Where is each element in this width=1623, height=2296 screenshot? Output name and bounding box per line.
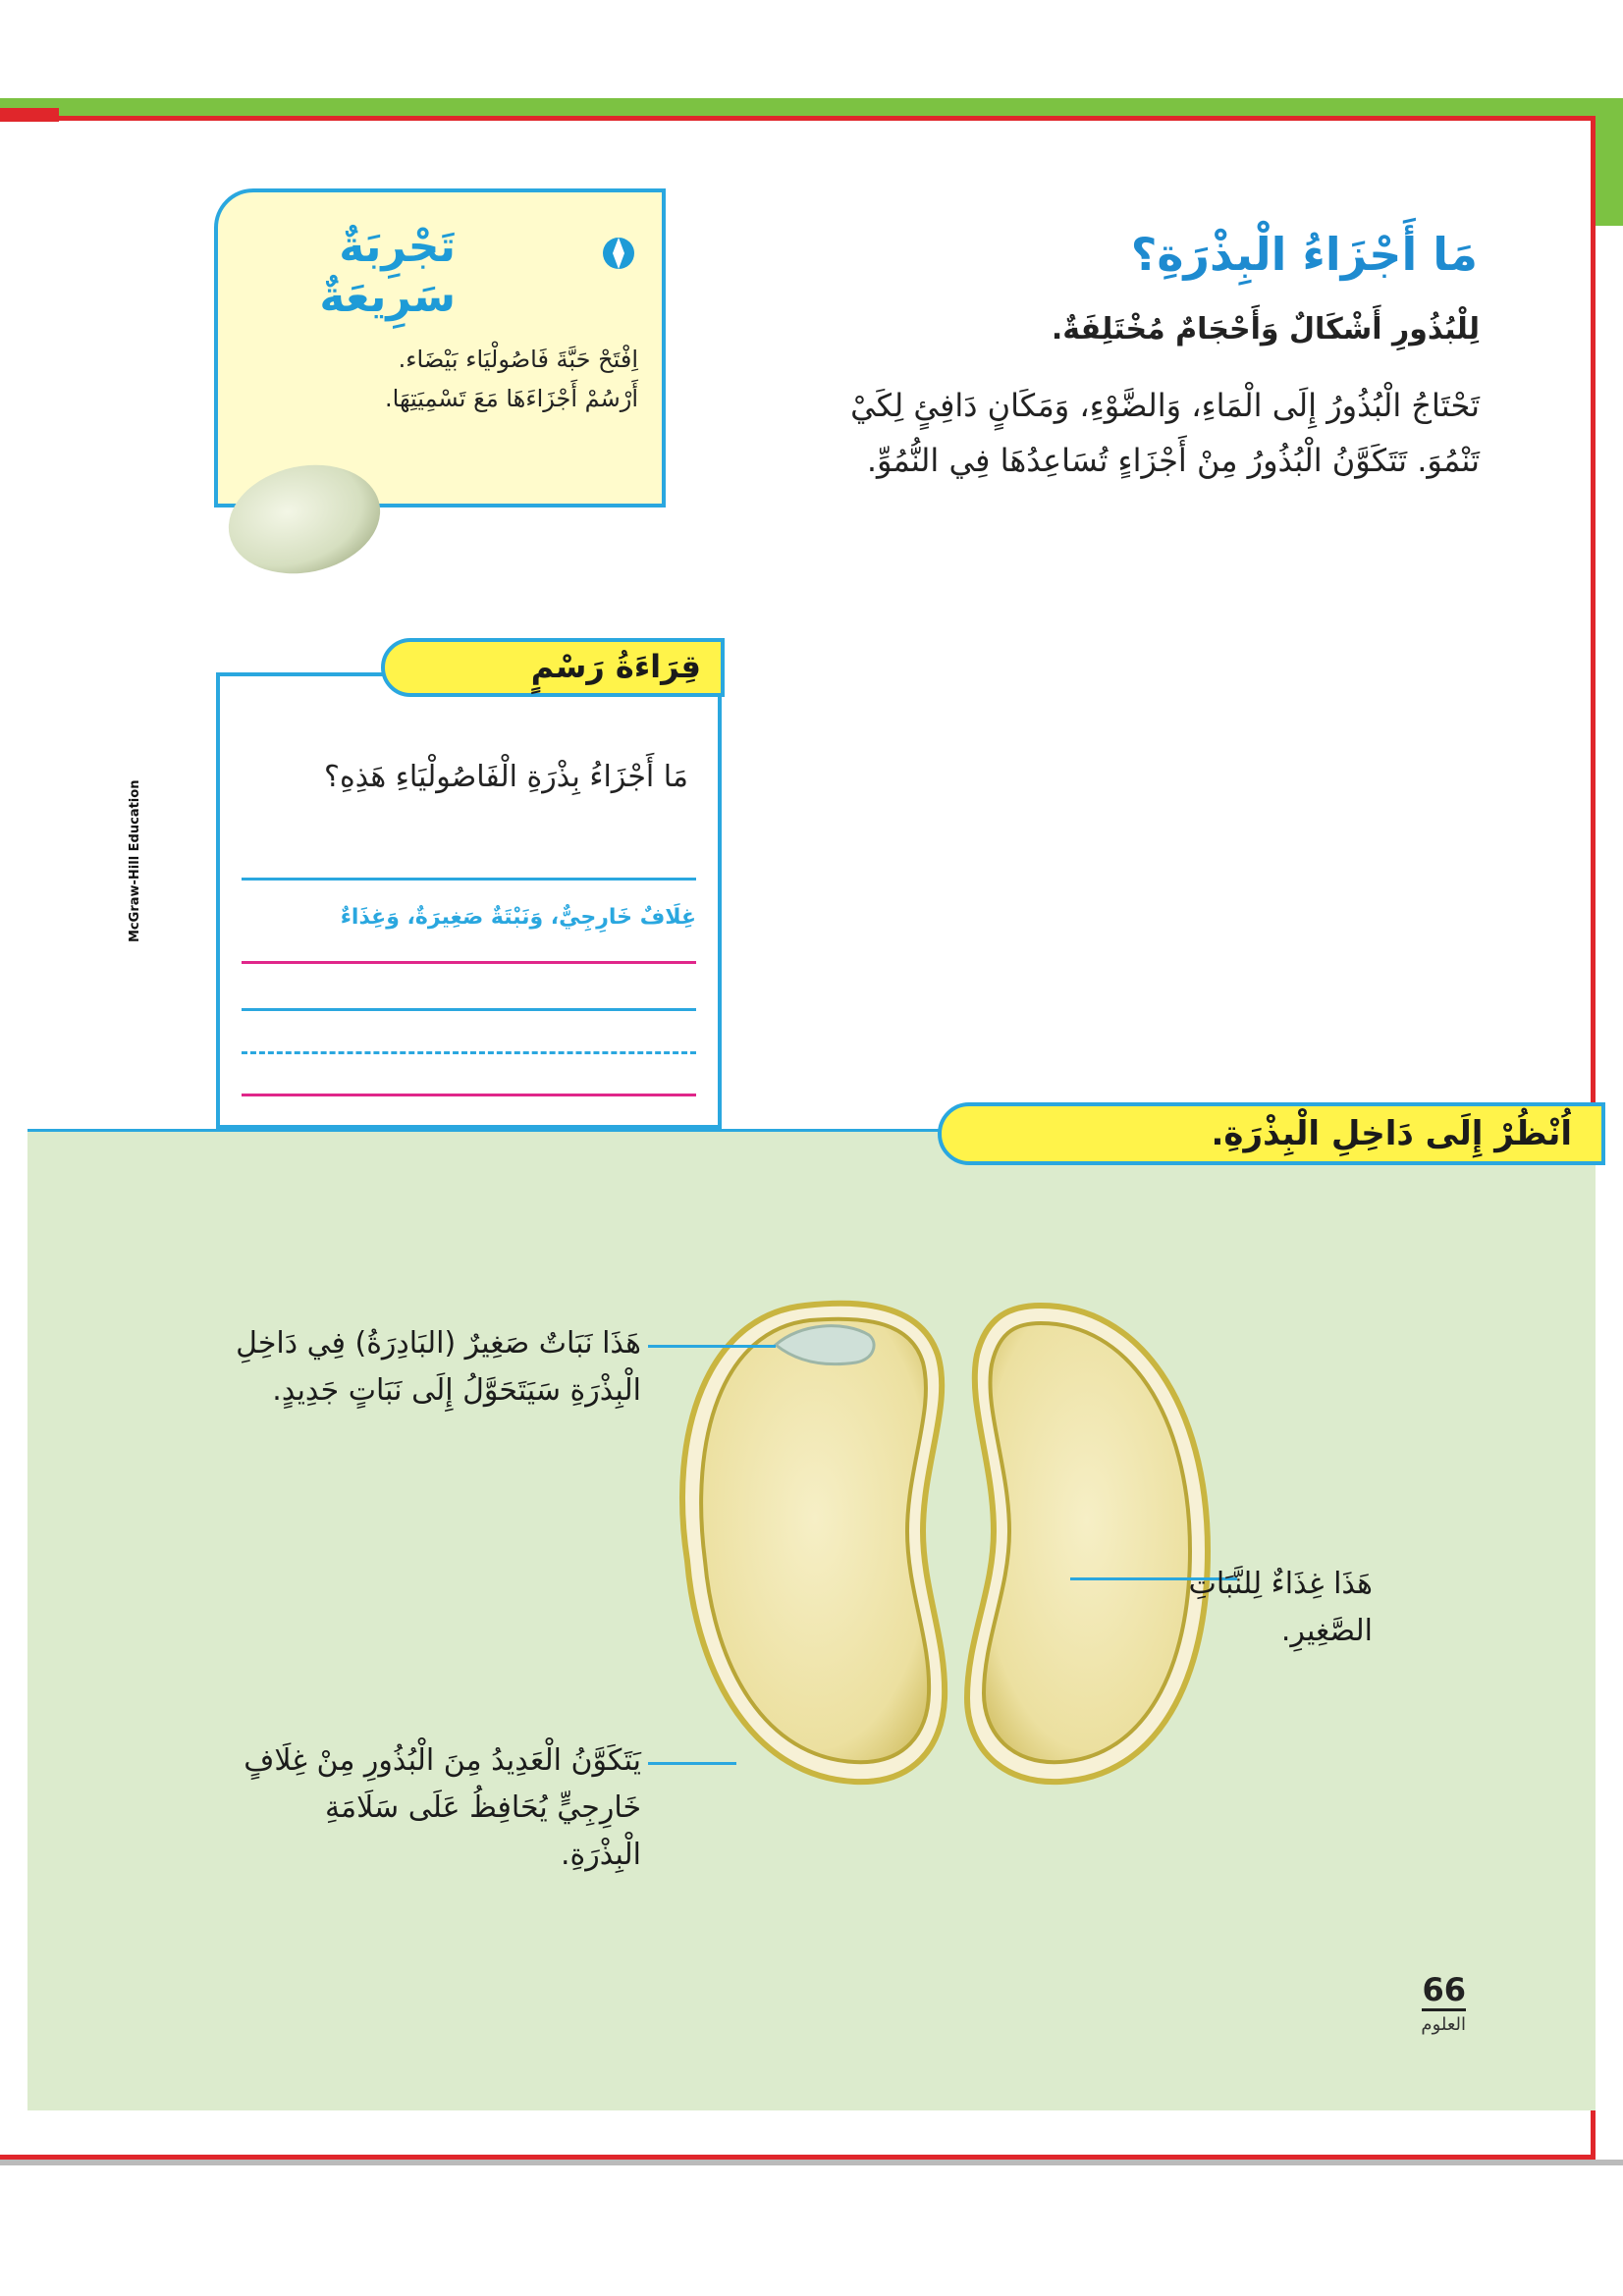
look-inside-label: اُنْظُرْ إِلَى دَاخِلِ الْبِذْرَةِ. — [1211, 1114, 1572, 1153]
page-number: 66 — [1422, 1971, 1466, 2011]
right-green-tab — [1596, 116, 1623, 226]
page-subject: العلوم — [1421, 2014, 1466, 2035]
reading-chart-box — [216, 672, 722, 1129]
embryo-label: هَذَا نَبَاتٌ صَغِيرٌ (البَادِرَةُ) فِي دَاخِلِ الْبِذْرَةِ سَيَتَحَوَّلُ إِلَى نَبَاتٍ جَدِيدٍ. — [236, 1326, 641, 1408]
intro-paragraph: تَحْتَاجُ الْبُذُورُ إِلَى الْمَاءِ، وَالضَّوْءِ، وَمَكَانٍ دَافِئٍ لِكَيْ تَنْمُوَ. تَتَكَوَّنُ الْبُذُورُ مِنْ أَجْزَاءٍ تُسَاعِدُهَا فِي النُّمُوِّ. — [850, 387, 1480, 479]
pinwheel-icon — [599, 234, 638, 273]
embryo-leader — [648, 1345, 776, 1348]
quick-lab-line-1: اِفْتَحْ حَبَّةَ فَاصُولْيَاء بَيْضَاء. — [398, 346, 638, 373]
quick-lab-line-2: أَرْسُمْ أَجْزَاءَهَا مَعَ تَسْمِيَتِهَا. — [385, 385, 638, 412]
reading-answer[interactable]: غِلَافٌ خَارِجِيٌّ، وَنَبْتَةٌ صَغِيرَةٌ، وَغِذَاءٌ — [340, 905, 696, 930]
top-green-band — [0, 98, 1623, 118]
food-label: هَذَا غِذَاءٌ لِلنَّبَاتِ الصَّغِيرِ. — [1188, 1567, 1373, 1648]
answer-line-3 — [242, 1008, 696, 1011]
answer-line-1 — [242, 878, 696, 881]
bottom-border — [0, 2160, 1623, 2165]
bean-photo — [214, 447, 391, 584]
look-inside-tab — [938, 1102, 1605, 1165]
reading-chart-tab — [381, 638, 725, 697]
quick-lab-body — [385, 340, 638, 418]
answer-dashed-line — [242, 1051, 696, 1054]
page-subtitle: لِلْبُذُورِ أَشْكَالٌ وَأَحْجَامٌ مُخْتَلِفَةٌ. — [1051, 312, 1480, 347]
quick-lab-title: تَجْرِبَةٌ سَرِيعَةٌ — [319, 222, 456, 322]
page-title: مَا أَجْزَاءُ الْبِذْرَةِ؟ — [1130, 228, 1478, 281]
photo-credit-upper: McGraw-Hill Education — [128, 779, 142, 942]
coat-leader — [648, 1762, 736, 1765]
answer-line-4 — [242, 1094, 696, 1096]
answer-line-2 — [242, 961, 696, 964]
seed-diagram — [628, 1266, 1257, 1816]
coat-label: يَتَكَوَّنُ الْعَدِيدُ مِنَ الْبُذُورِ مِنْ غِلَافٍ خَارِجِيٍّ يُحَافِظُ عَلَى سَلَامَةِ الْبِذْرَةِ. — [243, 1743, 641, 1872]
reading-question: مَا أَجْزَاءُ بِذْرَةِ الْفَاصُولْيَاءِ هَذِهِ؟ — [324, 760, 688, 794]
reading-chart-label: قِرَاءَةُ رَسْمٍ — [530, 648, 701, 685]
